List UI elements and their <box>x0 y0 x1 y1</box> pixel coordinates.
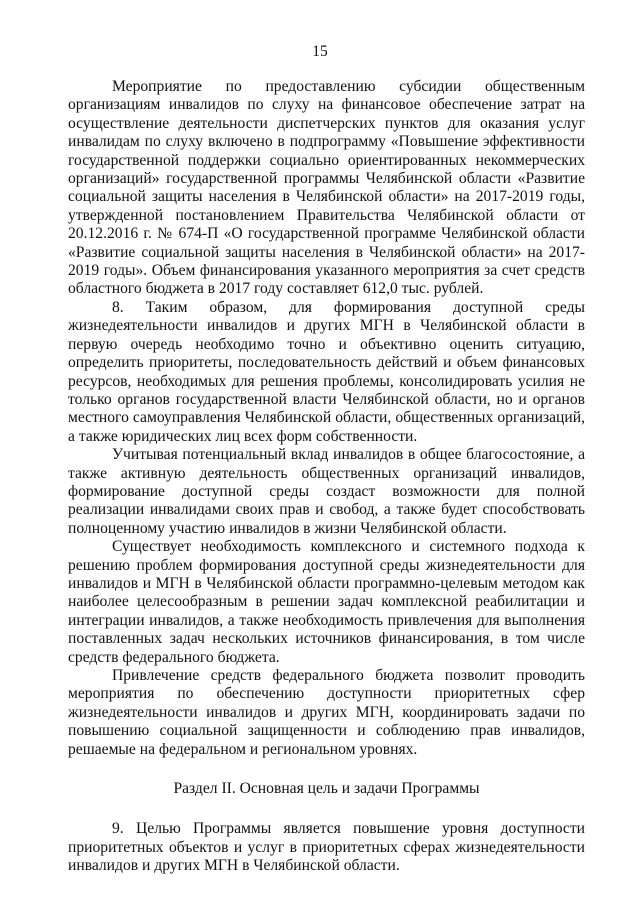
document-body <box>68 78 585 876</box>
paragraph-integrated-approach: Существует необходимость комплексного и системного подхода к решению проблем формирования доступной среды жизнедеятельности для инвалидов и МГН в Челябинской области программно-целевым методом как наиболее целесообразным в решении задач комплексной реабилитации и интеграции инвалидов, а также необходимость привлечения для выполнения поставленных задач нескольких источников финансирования, в том числе средств федерального бюджета. <box>68 538 585 666</box>
paragraph-contribution: Учитывая потенциальный вклад инвалидов в общее благосостояние, а также активную деятельность общественных организаций инвалидов, формирование доступной среды создаст возможности для полной реализации инвалидами своих прав и свобод, а также будет способствовать полноценному участию инвалидов в жизни Челябинской области. <box>68 446 585 537</box>
paragraph-subsidy-measure: Мероприятие по предоставлению субсидии общественным организациям инвалидов по слуху на финансовое обеспечение затрат на осуществление деятельности диспетчерских пунктов для оказания услуг инвалидам по слуху включено в подпрограмму «Повышение эффективности государственной поддержки социально ориентированных некоммерческих организаций» государственной программы Челябинской области «Развитие социальной защиты населения в Челябинской области» на 2017-2019 годы, утвержденной постановлением Правительства Челябинской области от 20.12.2016 г. № 674-П «О государственной программе Челябинской области «Развитие социальной защиты населения в Челябинской области» на 2017-2019 годы». Объем финансирования указанного мероприятия за счет средств областного бюджета в 2017 году составляет 612,0 тыс. рублей. <box>68 78 585 298</box>
page-number: 15 <box>312 43 328 60</box>
paragraph-federal-funding: Привлечение средств федерального бюджета позволит проводить мероприятия по обеспечению доступности приоритетных сфер жизнедеятельности инвалидов и других МГН, координировать задачи по повышению социальной защищенности и соблюдению прав инвалидов, решаемые на федеральном и региональном уровнях. <box>68 667 585 758</box>
paragraph-8: 8. Таким образом, для формирования доступной среды жизнедеятельности инвалидов и других МГН в Челябинской области в первую очередь необходимо точно и объективно оценить ситуацию, определить приоритеты, последовательность действий и объем финансовых ресурсов, необходимых для решения проблемы, консолидировать усилия не только органов государственной власти Челябинской области, но и органов местного самоуправления Челябинской области, общественных организаций, а также юридических лиц всех форм собственности. <box>68 298 585 445</box>
paragraph-9: 9. Целью Программы является повышение уровня доступности приоритетных объектов и услуг в приоритетных сферах жизнедеятельности инвалидов и других МГН в Челябинской области. <box>68 820 585 875</box>
section-heading: Раздел II. Основная цель и задачи Программы <box>173 780 480 798</box>
